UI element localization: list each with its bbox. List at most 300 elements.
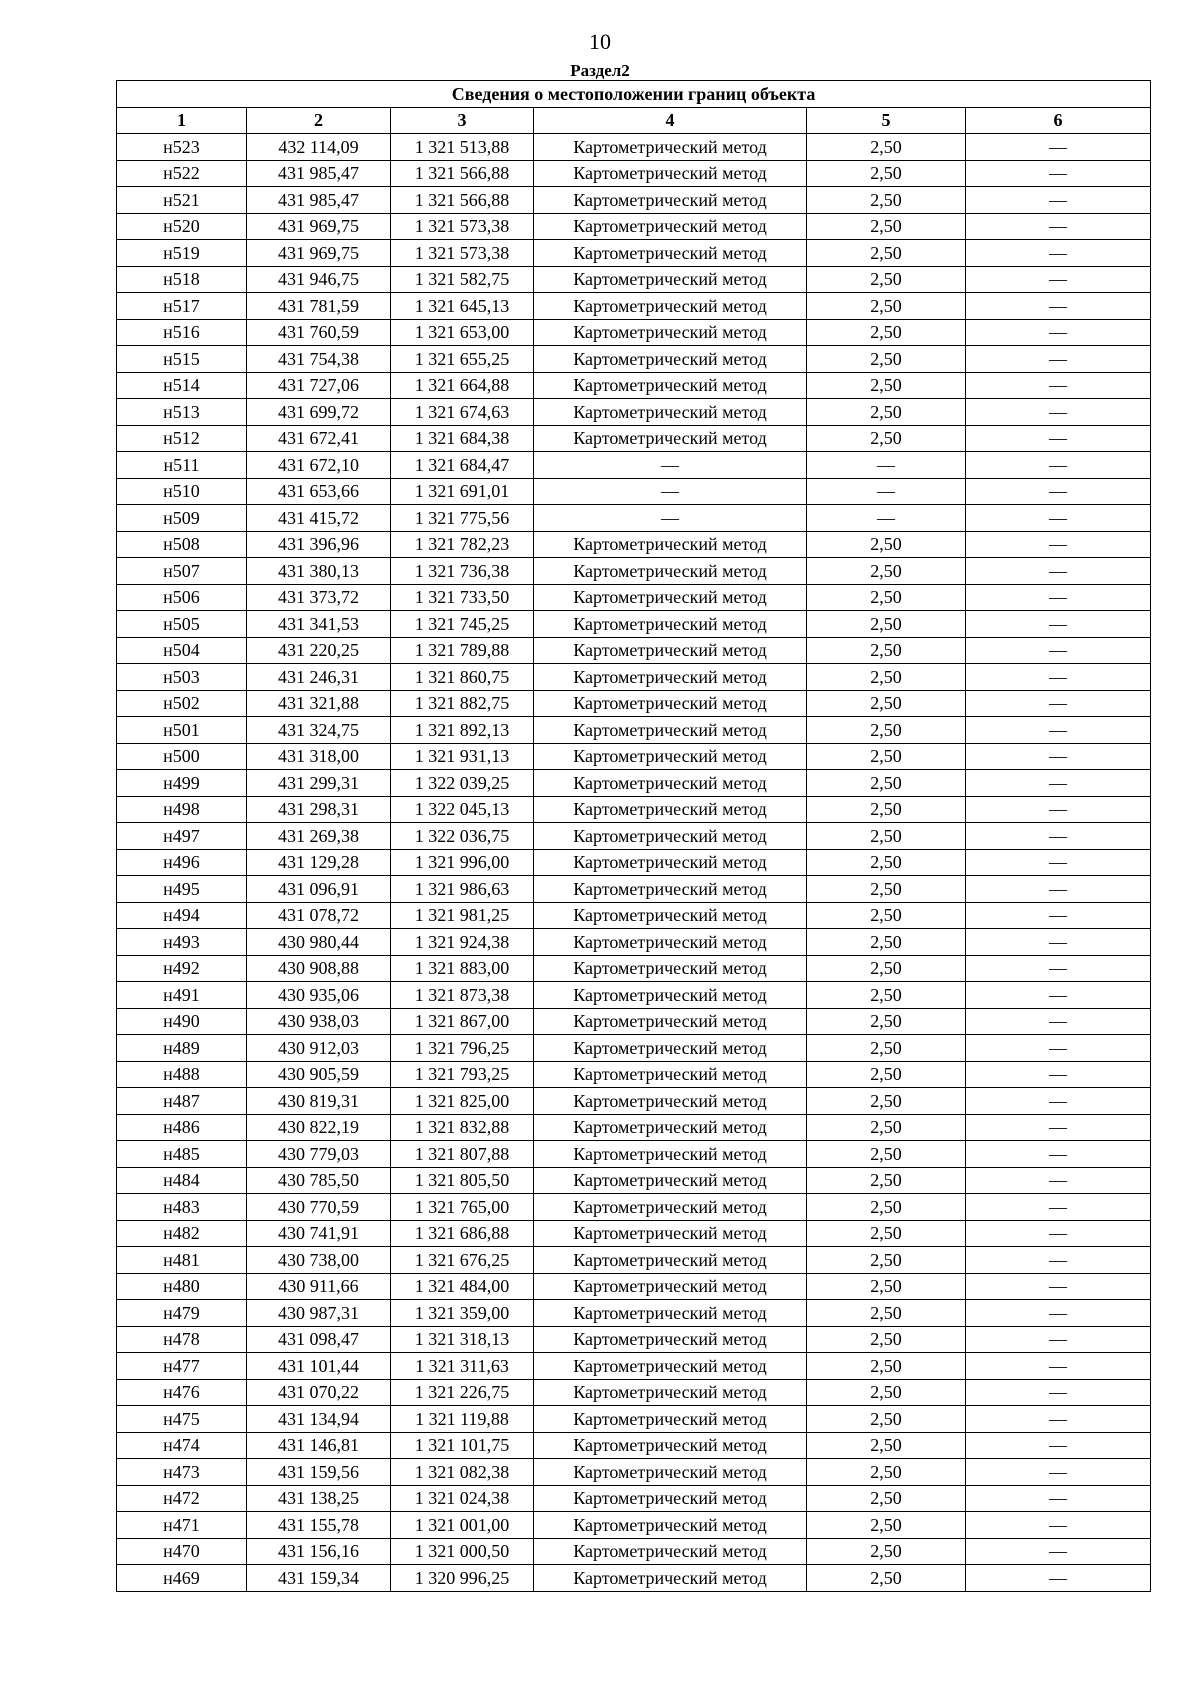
- description-cell: —: [966, 849, 1151, 876]
- method-cell: Картометрический метод: [534, 399, 807, 426]
- accuracy-cell: —: [807, 505, 966, 532]
- method-cell: Картометрический метод: [534, 160, 807, 187]
- table-row: [117, 1538, 1151, 1565]
- point-id-cell: н492: [117, 955, 247, 982]
- accuracy-cell: 2,50: [807, 1061, 966, 1088]
- table-row: [117, 1088, 1151, 1115]
- y-coordinate-cell: 1 322 039,25: [391, 770, 534, 797]
- description-cell: —: [966, 1406, 1151, 1433]
- y-coordinate-cell: 1 321 311,63: [391, 1353, 534, 1380]
- point-id-cell: н493: [117, 929, 247, 956]
- x-coordinate-cell: 431 318,00: [247, 743, 391, 770]
- table-row: [117, 452, 1151, 479]
- method-cell: Картометрический метод: [534, 1061, 807, 1088]
- table-row: [117, 584, 1151, 611]
- description-cell: —: [966, 1353, 1151, 1380]
- y-coordinate-cell: 1 321 882,75: [391, 690, 534, 717]
- accuracy-cell: 2,50: [807, 955, 966, 982]
- method-cell: Картометрический метод: [534, 1485, 807, 1512]
- description-cell: —: [966, 346, 1151, 373]
- x-coordinate-cell: 431 129,28: [247, 849, 391, 876]
- accuracy-cell: 2,50: [807, 1088, 966, 1115]
- x-coordinate-cell: 431 373,72: [247, 584, 391, 611]
- point-id-cell: н509: [117, 505, 247, 532]
- y-coordinate-cell: 1 321 996,00: [391, 849, 534, 876]
- x-coordinate-cell: 431 985,47: [247, 187, 391, 214]
- y-coordinate-cell: 1 321 832,88: [391, 1114, 534, 1141]
- x-coordinate-cell: 431 672,10: [247, 452, 391, 479]
- method-cell: Картометрический метод: [534, 531, 807, 558]
- method-cell: Картометрический метод: [534, 584, 807, 611]
- x-coordinate-cell: 431 138,25: [247, 1485, 391, 1512]
- y-coordinate-cell: 1 321 733,50: [391, 584, 534, 611]
- description-cell: —: [966, 1379, 1151, 1406]
- table-row: [117, 637, 1151, 664]
- point-id-cell: н503: [117, 664, 247, 691]
- accuracy-cell: 2,50: [807, 1326, 966, 1353]
- accuracy-cell: 2,50: [807, 425, 966, 452]
- table-row: [117, 1300, 1151, 1327]
- point-id-cell: н494: [117, 902, 247, 929]
- y-coordinate-cell: 1 321 860,75: [391, 664, 534, 691]
- description-cell: —: [966, 823, 1151, 850]
- y-coordinate-cell: 1 321 684,47: [391, 452, 534, 479]
- method-cell: Картометрический метод: [534, 982, 807, 1009]
- method-cell: Картометрический метод: [534, 319, 807, 346]
- x-coordinate-cell: 430 980,44: [247, 929, 391, 956]
- accuracy-cell: 2,50: [807, 1220, 966, 1247]
- y-coordinate-cell: 1 321 566,88: [391, 160, 534, 187]
- accuracy-cell: 2,50: [807, 902, 966, 929]
- table-body: [117, 134, 1151, 1592]
- x-coordinate-cell: 431 298,31: [247, 796, 391, 823]
- method-cell: Картометрический метод: [534, 1538, 807, 1565]
- point-id-cell: н482: [117, 1220, 247, 1247]
- x-coordinate-cell: 431 781,59: [247, 293, 391, 320]
- x-coordinate-cell: 431 969,75: [247, 213, 391, 240]
- x-coordinate-cell: 431 156,16: [247, 1538, 391, 1565]
- y-coordinate-cell: 1 321 513,88: [391, 134, 534, 161]
- point-id-cell: н523: [117, 134, 247, 161]
- column-header-3: 3: [391, 107, 534, 134]
- y-coordinate-cell: 1 321 566,88: [391, 187, 534, 214]
- description-cell: —: [966, 743, 1151, 770]
- point-id-cell: н504: [117, 637, 247, 664]
- y-coordinate-cell: 1 321 736,38: [391, 558, 534, 585]
- accuracy-cell: 2,50: [807, 1114, 966, 1141]
- table-row: [117, 770, 1151, 797]
- table-row: [117, 1379, 1151, 1406]
- y-coordinate-cell: 1 321 883,00: [391, 955, 534, 982]
- table-row: [117, 796, 1151, 823]
- y-coordinate-cell: 1 321 645,13: [391, 293, 534, 320]
- point-id-cell: н506: [117, 584, 247, 611]
- accuracy-cell: 2,50: [807, 876, 966, 903]
- description-cell: —: [966, 1220, 1151, 1247]
- table-row: [117, 1167, 1151, 1194]
- point-id-cell: н477: [117, 1353, 247, 1380]
- accuracy-cell: 2,50: [807, 823, 966, 850]
- point-id-cell: н499: [117, 770, 247, 797]
- method-cell: Картометрический метод: [534, 664, 807, 691]
- description-cell: —: [966, 1565, 1151, 1592]
- x-coordinate-cell: 431 299,31: [247, 770, 391, 797]
- y-coordinate-cell: 1 321 655,25: [391, 346, 534, 373]
- point-id-cell: н481: [117, 1247, 247, 1274]
- method-cell: Картометрический метод: [534, 902, 807, 929]
- accuracy-cell: 2,50: [807, 743, 966, 770]
- description-cell: —: [966, 717, 1151, 744]
- accuracy-cell: 2,50: [807, 531, 966, 558]
- x-coordinate-cell: 430 738,00: [247, 1247, 391, 1274]
- accuracy-cell: 2,50: [807, 1008, 966, 1035]
- description-cell: —: [966, 1061, 1151, 1088]
- x-coordinate-cell: 430 819,31: [247, 1088, 391, 1115]
- table-row: [117, 478, 1151, 505]
- x-coordinate-cell: 431 269,38: [247, 823, 391, 850]
- method-cell: Картометрический метод: [534, 1432, 807, 1459]
- table-row: [117, 399, 1151, 426]
- table-row: [117, 134, 1151, 161]
- x-coordinate-cell: 430 908,88: [247, 955, 391, 982]
- table-row: [117, 558, 1151, 585]
- description-cell: —: [966, 1008, 1151, 1035]
- method-cell: Картометрический метод: [534, 876, 807, 903]
- table-row: [117, 1353, 1151, 1380]
- method-cell: Картометрический метод: [534, 929, 807, 956]
- table-caption: Сведения о местоположении границ объекта: [117, 81, 1151, 108]
- x-coordinate-cell: 431 672,41: [247, 425, 391, 452]
- y-coordinate-cell: 1 321 653,00: [391, 319, 534, 346]
- description-cell: —: [966, 1273, 1151, 1300]
- method-cell: Картометрический метод: [534, 1114, 807, 1141]
- point-id-cell: н517: [117, 293, 247, 320]
- y-coordinate-cell: 1 321 359,00: [391, 1300, 534, 1327]
- description-cell: —: [966, 1432, 1151, 1459]
- accuracy-cell: 2,50: [807, 160, 966, 187]
- accuracy-cell: 2,50: [807, 346, 966, 373]
- x-coordinate-cell: 430 770,59: [247, 1194, 391, 1221]
- x-coordinate-cell: 431 754,38: [247, 346, 391, 373]
- y-coordinate-cell: 1 321 981,25: [391, 902, 534, 929]
- y-coordinate-cell: 1 321 825,00: [391, 1088, 534, 1115]
- table-row: [117, 1061, 1151, 1088]
- method-cell: Картометрический метод: [534, 1273, 807, 1300]
- description-cell: —: [966, 584, 1151, 611]
- point-id-cell: н519: [117, 240, 247, 267]
- point-id-cell: н474: [117, 1432, 247, 1459]
- point-id-cell: н497: [117, 823, 247, 850]
- accuracy-cell: 2,50: [807, 372, 966, 399]
- y-coordinate-cell: 1 321 892,13: [391, 717, 534, 744]
- x-coordinate-cell: 431 220,25: [247, 637, 391, 664]
- description-cell: —: [966, 558, 1151, 585]
- method-cell: Картометрический метод: [534, 558, 807, 585]
- x-coordinate-cell: 431 985,47: [247, 160, 391, 187]
- accuracy-cell: 2,50: [807, 796, 966, 823]
- method-cell: Картометрический метод: [534, 266, 807, 293]
- x-coordinate-cell: 431 415,72: [247, 505, 391, 532]
- y-coordinate-cell: 1 321 001,00: [391, 1512, 534, 1539]
- point-id-cell: н487: [117, 1088, 247, 1115]
- table-row: [117, 1512, 1151, 1539]
- table-row: [117, 982, 1151, 1009]
- x-coordinate-cell: 430 779,03: [247, 1141, 391, 1168]
- method-cell: Картометрический метод: [534, 1353, 807, 1380]
- point-id-cell: н483: [117, 1194, 247, 1221]
- table-row: [117, 690, 1151, 717]
- section-title: Раздел2: [570, 61, 630, 80]
- y-coordinate-cell: 1 321 796,25: [391, 1035, 534, 1062]
- x-coordinate-cell: 431 159,56: [247, 1459, 391, 1486]
- point-id-cell: н496: [117, 849, 247, 876]
- table-row: [117, 717, 1151, 744]
- column-header-2: 2: [247, 107, 391, 134]
- x-coordinate-cell: 431 341,53: [247, 611, 391, 638]
- table-row: [117, 425, 1151, 452]
- table-row: [117, 319, 1151, 346]
- point-id-cell: н507: [117, 558, 247, 585]
- accuracy-cell: —: [807, 452, 966, 479]
- y-coordinate-cell: 1 321 674,63: [391, 399, 534, 426]
- description-cell: —: [966, 955, 1151, 982]
- y-coordinate-cell: 1 321 986,63: [391, 876, 534, 903]
- point-id-cell: н472: [117, 1485, 247, 1512]
- accuracy-cell: 2,50: [807, 1353, 966, 1380]
- method-cell: Картометрический метод: [534, 346, 807, 373]
- y-coordinate-cell: 1 321 873,38: [391, 982, 534, 1009]
- accuracy-cell: 2,50: [807, 982, 966, 1009]
- accuracy-cell: 2,50: [807, 187, 966, 214]
- y-coordinate-cell: 1 321 000,50: [391, 1538, 534, 1565]
- table-row: [117, 531, 1151, 558]
- y-coordinate-cell: 1 321 101,75: [391, 1432, 534, 1459]
- x-coordinate-cell: 431 969,75: [247, 240, 391, 267]
- table-row: [117, 1565, 1151, 1592]
- method-cell: Картометрический метод: [534, 1300, 807, 1327]
- description-cell: —: [966, 1326, 1151, 1353]
- method-cell: Картометрический метод: [534, 1406, 807, 1433]
- point-id-cell: н489: [117, 1035, 247, 1062]
- point-id-cell: н469: [117, 1565, 247, 1592]
- description-cell: —: [966, 1459, 1151, 1486]
- table-row: [117, 876, 1151, 903]
- accuracy-cell: 2,50: [807, 664, 966, 691]
- method-cell: Картометрический метод: [534, 637, 807, 664]
- method-cell: Картометрический метод: [534, 849, 807, 876]
- accuracy-cell: 2,50: [807, 293, 966, 320]
- y-coordinate-cell: 1 321 664,88: [391, 372, 534, 399]
- y-coordinate-cell: 1 320 996,25: [391, 1565, 534, 1592]
- point-id-cell: н498: [117, 796, 247, 823]
- method-cell: Картометрический метод: [534, 611, 807, 638]
- accuracy-cell: 2,50: [807, 1035, 966, 1062]
- accuracy-cell: 2,50: [807, 399, 966, 426]
- description-cell: —: [966, 796, 1151, 823]
- y-coordinate-cell: 1 321 867,00: [391, 1008, 534, 1035]
- y-coordinate-cell: 1 321 807,88: [391, 1141, 534, 1168]
- method-cell: Картометрический метод: [534, 1088, 807, 1115]
- description-cell: —: [966, 505, 1151, 532]
- point-id-cell: н490: [117, 1008, 247, 1035]
- column-header-4: 4: [534, 107, 807, 134]
- x-coordinate-cell: 430 785,50: [247, 1167, 391, 1194]
- accuracy-cell: 2,50: [807, 558, 966, 585]
- x-coordinate-cell: 431 760,59: [247, 319, 391, 346]
- table-row: [117, 1432, 1151, 1459]
- point-id-cell: н484: [117, 1167, 247, 1194]
- x-coordinate-cell: 431 321,88: [247, 690, 391, 717]
- method-cell: Картометрический метод: [534, 213, 807, 240]
- description-cell: —: [966, 664, 1151, 691]
- description-cell: —: [966, 1194, 1151, 1221]
- table-row: [117, 743, 1151, 770]
- point-id-cell: н495: [117, 876, 247, 903]
- x-coordinate-cell: 431 070,22: [247, 1379, 391, 1406]
- method-cell: Картометрический метод: [534, 1326, 807, 1353]
- point-id-cell: н508: [117, 531, 247, 558]
- accuracy-cell: 2,50: [807, 266, 966, 293]
- description-cell: —: [966, 902, 1151, 929]
- accuracy-cell: 2,50: [807, 134, 966, 161]
- method-cell: Картометрический метод: [534, 1379, 807, 1406]
- description-cell: —: [966, 240, 1151, 267]
- description-cell: —: [966, 770, 1151, 797]
- accuracy-cell: 2,50: [807, 1432, 966, 1459]
- boundary-coordinates-table: [116, 80, 1151, 1592]
- y-coordinate-cell: 1 321 924,38: [391, 929, 534, 956]
- method-cell: Картометрический метод: [534, 796, 807, 823]
- table-row: [117, 372, 1151, 399]
- accuracy-cell: 2,50: [807, 1406, 966, 1433]
- method-cell: Картометрический метод: [534, 823, 807, 850]
- point-id-cell: н520: [117, 213, 247, 240]
- x-coordinate-cell: 431 098,47: [247, 1326, 391, 1353]
- table-row: [117, 902, 1151, 929]
- table-row: [117, 1008, 1151, 1035]
- method-cell: Картометрический метод: [534, 1247, 807, 1274]
- point-id-cell: н479: [117, 1300, 247, 1327]
- x-coordinate-cell: 431 380,13: [247, 558, 391, 585]
- accuracy-cell: 2,50: [807, 1194, 966, 1221]
- method-cell: Картометрический метод: [534, 717, 807, 744]
- table-row: [117, 823, 1151, 850]
- description-cell: —: [966, 1512, 1151, 1539]
- x-coordinate-cell: 432 114,09: [247, 134, 391, 161]
- table-row: [117, 849, 1151, 876]
- method-cell: Картометрический метод: [534, 372, 807, 399]
- point-id-cell: н475: [117, 1406, 247, 1433]
- table-row: [117, 505, 1151, 532]
- x-coordinate-cell: 430 912,03: [247, 1035, 391, 1062]
- description-cell: —: [966, 637, 1151, 664]
- method-cell: Картометрический метод: [534, 955, 807, 982]
- accuracy-cell: 2,50: [807, 1512, 966, 1539]
- description-cell: —: [966, 213, 1151, 240]
- description-cell: —: [966, 611, 1151, 638]
- y-coordinate-cell: 1 321 745,25: [391, 611, 534, 638]
- x-coordinate-cell: 431 396,96: [247, 531, 391, 558]
- x-coordinate-cell: 431 324,75: [247, 717, 391, 744]
- description-cell: —: [966, 1114, 1151, 1141]
- accuracy-cell: 2,50: [807, 319, 966, 346]
- description-cell: —: [966, 1035, 1151, 1062]
- point-id-cell: н473: [117, 1459, 247, 1486]
- accuracy-cell: 2,50: [807, 1538, 966, 1565]
- table-row: [117, 929, 1151, 956]
- accuracy-cell: 2,50: [807, 1273, 966, 1300]
- x-coordinate-cell: 430 905,59: [247, 1061, 391, 1088]
- y-coordinate-cell: 1 322 036,75: [391, 823, 534, 850]
- column-header-1: 1: [117, 107, 247, 134]
- point-id-cell: н486: [117, 1114, 247, 1141]
- point-id-cell: н513: [117, 399, 247, 426]
- table-row: [117, 266, 1151, 293]
- x-coordinate-cell: 430 741,91: [247, 1220, 391, 1247]
- method-cell: Картометрический метод: [534, 240, 807, 267]
- x-coordinate-cell: 430 938,03: [247, 1008, 391, 1035]
- method-cell: Картометрический метод: [534, 1008, 807, 1035]
- accuracy-cell: 2,50: [807, 1247, 966, 1274]
- method-cell: Картометрический метод: [534, 187, 807, 214]
- table-row: [117, 955, 1151, 982]
- y-coordinate-cell: 1 321 676,25: [391, 1247, 534, 1274]
- accuracy-cell: 2,50: [807, 240, 966, 267]
- table-row: [117, 1406, 1151, 1433]
- x-coordinate-cell: 431 159,34: [247, 1565, 391, 1592]
- table-row: [117, 1273, 1151, 1300]
- table-row: [117, 240, 1151, 267]
- y-coordinate-cell: 1 321 775,56: [391, 505, 534, 532]
- x-coordinate-cell: 430 822,19: [247, 1114, 391, 1141]
- point-id-cell: н480: [117, 1273, 247, 1300]
- y-coordinate-cell: 1 321 931,13: [391, 743, 534, 770]
- point-id-cell: н521: [117, 187, 247, 214]
- y-coordinate-cell: 1 321 573,38: [391, 240, 534, 267]
- y-coordinate-cell: 1 321 082,38: [391, 1459, 534, 1486]
- description-cell: —: [966, 1538, 1151, 1565]
- description-cell: —: [966, 319, 1151, 346]
- description-cell: —: [966, 1141, 1151, 1168]
- y-coordinate-cell: 1 321 684,38: [391, 425, 534, 452]
- x-coordinate-cell: 431 727,06: [247, 372, 391, 399]
- description-cell: —: [966, 425, 1151, 452]
- description-cell: —: [966, 160, 1151, 187]
- x-coordinate-cell: 431 246,31: [247, 664, 391, 691]
- method-cell: Картометрический метод: [534, 1459, 807, 1486]
- x-coordinate-cell: 430 935,06: [247, 982, 391, 1009]
- method-cell: Картометрический метод: [534, 1565, 807, 1592]
- y-coordinate-cell: 1 321 573,38: [391, 213, 534, 240]
- x-coordinate-cell: 431 699,72: [247, 399, 391, 426]
- x-coordinate-cell: 431 155,78: [247, 1512, 391, 1539]
- point-id-cell: н515: [117, 346, 247, 373]
- table-row: [117, 1326, 1151, 1353]
- table-row: [117, 611, 1151, 638]
- description-cell: —: [966, 1167, 1151, 1194]
- y-coordinate-cell: 1 321 765,00: [391, 1194, 534, 1221]
- point-id-cell: н485: [117, 1141, 247, 1168]
- point-id-cell: н518: [117, 266, 247, 293]
- point-id-cell: н511: [117, 452, 247, 479]
- description-cell: —: [966, 1485, 1151, 1512]
- accuracy-cell: 2,50: [807, 1300, 966, 1327]
- method-cell: Картометрический метод: [534, 1141, 807, 1168]
- method-cell: —: [534, 452, 807, 479]
- accuracy-cell: 2,50: [807, 1459, 966, 1486]
- table-row: [117, 1035, 1151, 1062]
- description-cell: —: [966, 929, 1151, 956]
